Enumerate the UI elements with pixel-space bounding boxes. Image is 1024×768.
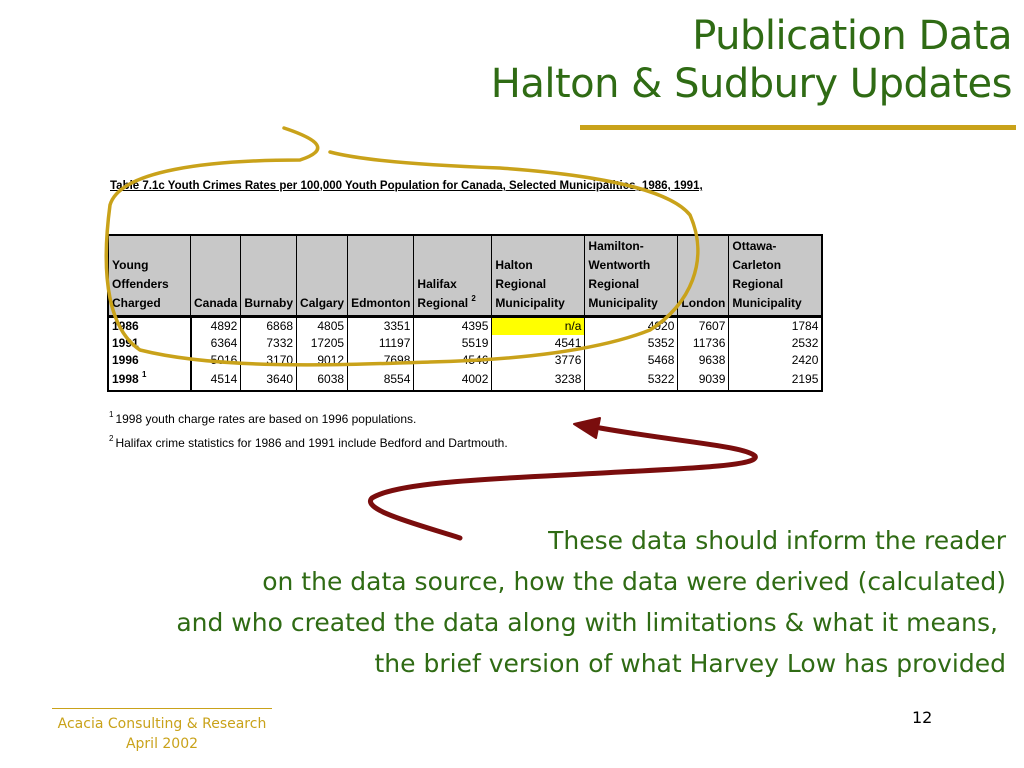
body-text-line-2: on the data source, how the data were derived (calculated) — [262, 567, 1006, 596]
slide-title — [491, 12, 1012, 108]
cell-halifax-1986: 4395 — [414, 317, 492, 336]
row-year-footnote-marker: 1 — [142, 370, 147, 379]
table-row — [108, 352, 822, 369]
body-text-line-1: These data should inform the reader — [548, 526, 1006, 555]
header-calgary: Calgary — [297, 235, 348, 317]
footnote-1-text: 1998 youth charge rates are based on 1996 populations. — [115, 412, 417, 426]
cell-burnaby-1991: 7332 — [241, 335, 297, 352]
table-row — [108, 335, 822, 352]
title-underline — [580, 125, 1016, 130]
slide-title-line-1: Publication Data — [692, 13, 1012, 59]
cell-edmonton-1991: 11197 — [348, 335, 414, 352]
row-year-1986: 1986 — [108, 317, 191, 336]
footnote-1-marker: 1 — [109, 410, 114, 419]
cell-ottawa-carleton-1996: 2420 — [729, 352, 823, 369]
row-year-1991: 1991 — [108, 335, 191, 352]
cell-burnaby-1998: 3640 — [241, 369, 297, 391]
cell-edmonton-1986: 3351 — [348, 317, 414, 336]
page-number: 12 — [912, 708, 933, 727]
header-young-offenders: Young Offenders Charged — [108, 235, 191, 317]
footer-divider — [52, 708, 272, 709]
cell-halton-1998: 3238 — [492, 369, 585, 391]
cell-calgary-1998: 6038 — [297, 369, 348, 391]
slide-title-line-2: Halton & Sudbury Updates — [490, 61, 1012, 107]
table-row — [108, 317, 822, 336]
cell-canada-1998: 4514 — [191, 369, 241, 391]
cell-ottawa-carleton-1986: 1784 — [729, 317, 823, 336]
header-edmonton: Edmonton — [348, 235, 414, 317]
cell-edmonton-1996: 7698 — [348, 352, 414, 369]
cell-halifax-1998: 4002 — [414, 369, 492, 391]
cell-canada-1991: 6364 — [191, 335, 241, 352]
header-halifax: Halifax Regional $^2$ — [414, 235, 492, 317]
header-canada: Canada — [191, 235, 241, 317]
footer — [40, 714, 284, 754]
table-row — [108, 369, 822, 391]
cell-edmonton-1998: 8554 — [348, 369, 414, 391]
cell-hamilton-wentworth-1998: 5322 — [585, 369, 678, 391]
cell-london-1991: 11736 — [678, 335, 729, 352]
youth-crime-rates-table — [107, 234, 823, 392]
footnote-1 — [109, 412, 416, 426]
cell-halifax-1991: 5519 — [414, 335, 492, 352]
footer-company: Acacia Consulting & Research — [57, 716, 267, 732]
header-halton: Halton Regional Municipality — [492, 235, 585, 317]
header-hamilton-wentworth: Hamilton-Wentworth Regional Municipality — [585, 235, 678, 317]
cell-halton-1986: n/a — [492, 317, 585, 336]
header-halifax-footnote-marker: 2 — [471, 294, 476, 303]
header-burnaby: Burnaby — [241, 235, 297, 317]
cell-halton-1991: 4541 — [492, 335, 585, 352]
row-year-1998: 1998 $^1$ — [108, 369, 191, 391]
body-text — [176, 520, 1006, 684]
footnote-2-marker: 2 — [109, 434, 114, 443]
cell-ottawa-carleton-1998: 2195 — [729, 369, 823, 391]
cell-calgary-1996: 9012 — [297, 352, 348, 369]
cell-halton-1996: 3776 — [492, 352, 585, 369]
cell-ottawa-carleton-1991: 2532 — [729, 335, 823, 352]
cell-canada-1986: 4892 — [191, 317, 241, 336]
cell-hamilton-wentworth-1996: 5468 — [585, 352, 678, 369]
cell-halifax-1996: 4546 — [414, 352, 492, 369]
cell-hamilton-wentworth-1991: 5352 — [585, 335, 678, 352]
footnote-2-text: Halifax crime statistics for 1986 and 1991 include Bedford and Dartmouth. — [115, 436, 508, 450]
header-london: London — [678, 235, 729, 317]
body-text-line-4: the brief version of what Harvey Low has provided — [374, 649, 1006, 678]
cell-calgary-1986: 4805 — [297, 317, 348, 336]
cell-burnaby-1986: 6868 — [241, 317, 297, 336]
cell-london-1996: 9638 — [678, 352, 729, 369]
cell-london-1998: 9039 — [678, 369, 729, 391]
table-header-row — [108, 235, 822, 317]
arrow-head — [574, 418, 600, 438]
body-text-line-3: and who created the data along with limitations & what it means, — [176, 608, 998, 637]
row-year-1996: 1996 — [108, 352, 191, 369]
cell-burnaby-1996: 3170 — [241, 352, 297, 369]
footnote-2 — [109, 436, 508, 450]
cell-london-1986: 7607 — [678, 317, 729, 336]
cell-hamilton-wentworth-1986: 4920 — [585, 317, 678, 336]
table-caption: Table 7.1c Youth Crimes Rates per 100,000 Youth Population for Canada, Selected Municipalities, 1986, 1991, — [110, 180, 703, 192]
cell-calgary-1991: 17205 — [297, 335, 348, 352]
cell-canada-1996: 5016 — [191, 352, 241, 369]
footer-date: April 2002 — [125, 736, 199, 752]
header-ottawa-carleton: Ottawa-Carleton Regional Municipality — [729, 235, 823, 317]
